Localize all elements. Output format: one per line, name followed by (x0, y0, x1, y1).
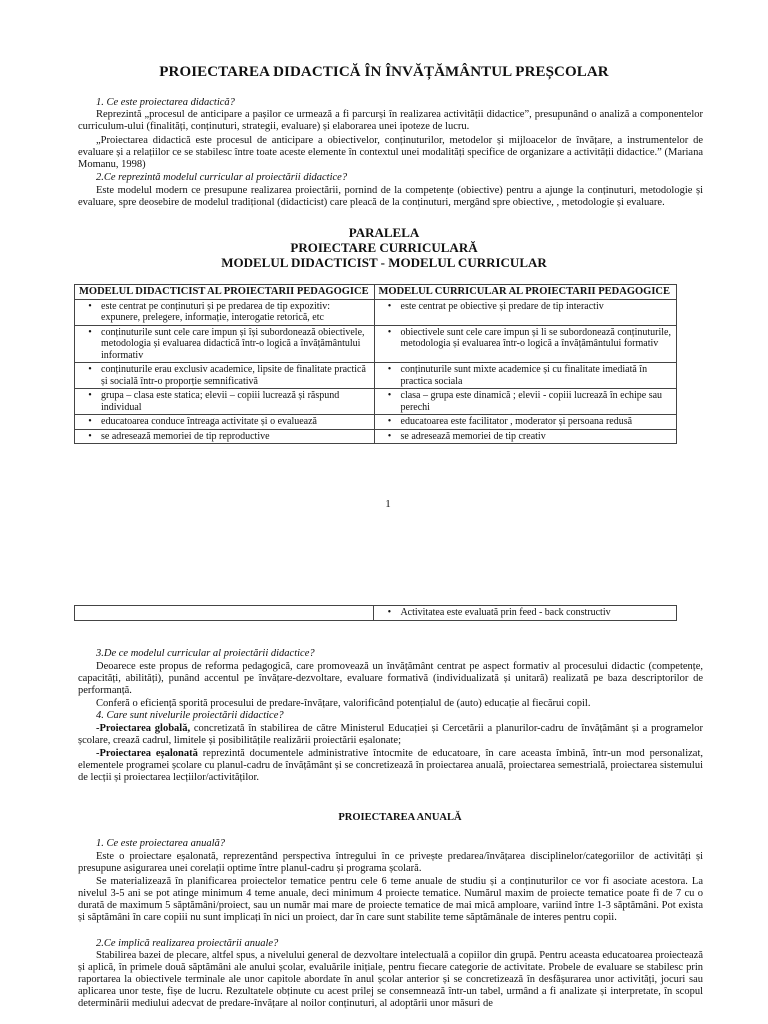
document-title: PROIECTAREA DIDACTICĂ ÎN ÎNVĂȚĂMÂNTUL PREȘCOLAR (159, 64, 609, 80)
bullet-icon: • (88, 390, 92, 401)
table-cell: • este centrat pe conținuturi și pe predarea de tip expozitiv: expunere, prelegere, informație, interogatie retorică, etc (75, 299, 375, 325)
question-6: 2.Ce implică realizarea proiectării anuale? (96, 938, 279, 949)
table-cell: • conținuturile erau exclusiv academice, lipsite de finalitate practică și socială într-o proporție semnificativă (75, 363, 375, 389)
bullet-icon: • (88, 300, 92, 312)
section-heading-proiectarea-anuala: PROIECTAREA ANUALĂ (338, 812, 462, 823)
proiectare-curriculara-heading: PROIECTARE CURRICULARĂ (290, 240, 478, 255)
comparison-table-continued (74, 605, 677, 621)
table-cell: • obiectivele sunt cele care impun și li se subordonează conținuturile, metodologia și evaluarea într-o logică a învățământului formativ (374, 325, 677, 363)
question-5: 1. Ce este proiectarea anuală? (96, 838, 225, 849)
question-4: 4. Care sunt nivelurile proiectării didactice? (96, 710, 284, 721)
table-cell (75, 606, 374, 621)
question-1: 1. Ce este proiectarea didactică? (96, 97, 235, 108)
table-header-didacticist: MODELUL DIDACTICIST AL PROIECTARII PEDAGOGICE (75, 285, 375, 300)
page-number: 1 (385, 498, 391, 510)
table-cell: • grupa – clasa este statica; elevii – copiii lucrează și răspund individual (75, 389, 375, 415)
paragraph-9: Se materializează în planificarea proiectelor tematice pentru cele 6 teme anuale de studiu și a conținuturilor ce vor fi asociate acestora. La nivelul 3-5 ani se pot atinge minimum 4 teme anuale, deci minimum 4 proiecte tematice. Numărul maxim de proiecte tematice poate fi de 7 cu o durată de maximum 5 săptămâni/proiect, sau un număr mai mare de proiecte tematice de mai mică amploare, variind între 1-3 săptămâni. Pot exista și săptămâni în care copiii nu sunt implicați în nici un proiect, dar în care sunt stabilite teme săptămânale de interes pentru copii. (78, 876, 703, 923)
table-row (75, 299, 677, 325)
table-cell: • clasa – grupa este dinamică ; elevii - copiii lucrează în echipe sau perechi (374, 389, 677, 415)
paragraph-3: Este modelul modern ce presupune realizarea proiectării, pornind de la competențe (obiective) pentru a ajunge la conținuturi, metodologie și evaluare, spre deosebire de modelul tradițional (didacticist) care pleacă de la conținuturi, mergând spre obiective, , metodologie și evaluare. (78, 185, 703, 208)
table-cell: • educatoarea conduce întreaga activitate și o evaluează (75, 415, 375, 430)
question-3: 3.De ce modelul curricular al proiectării didactice? (96, 648, 315, 659)
table-header-row (75, 285, 677, 300)
paragraph-8: Este o proiectare eșalonată, reprezentând perspectiva întregului în ce privește predarea/învățarea disciplinelor/categoriilor de activități și presupune asigurarea unei corelații optime între planul-cadru și programa școlară. (78, 851, 703, 874)
paragraph-4: Deoarece este propus de reforma pedagogică, care promovează un învățământ centrat pe aspect formativ al procesului didactic (competențe, capacități, abilități), punând accentul pe învățare-dezvoltare, evaluare formativă (individualizată și unitară) realizată pe baza descriptorilor de performanță. (78, 661, 703, 696)
paragraph-7: -Proiectarea eșalonată reprezintă documentele administrative întocmite de educatoare, în care aceasta îmbină, într-un mod personalizat, elementele programei școlare cu planul-cadru de învățământ și se concretizează în proiectarea anuală, proiectarea semestrială, proiectarea sistemului de lecții și proiectarea lecțiilor/activităților. (78, 748, 704, 783)
bullet-icon: • (387, 364, 392, 375)
bullet-icon: • (387, 300, 392, 312)
question-2: 2.Ce reprezintă modelul curricular al proiectării didactice? (96, 172, 348, 183)
table-cell: • Activitatea este evaluată prin feed - back constructiv (374, 606, 677, 621)
table-header-curricular: MODELUL CURRICULAR AL PROIECTARII PEDAGOGICE (374, 285, 677, 300)
table-row (75, 363, 677, 389)
table-row (75, 429, 677, 444)
table-row (75, 606, 677, 621)
bullet-icon: • (88, 416, 92, 427)
table-row (75, 415, 677, 430)
table-cell: • este centrat pe obiective și predare de tip interactiv (374, 299, 677, 325)
table-cell: • conținuturile sunt mixte academice și cu finalitate imediată în practica sociala (374, 363, 677, 389)
paralela-heading: PARALELA (348, 225, 420, 240)
table-cell: • conținuturile sunt cele care impun și își subordonează obiectivele, metodologia și evaluarea didactică într-o logică a învățământului informativ (75, 325, 375, 363)
bullet-icon: • (88, 326, 92, 338)
table-cell: • se adresează memoriei de tip creativ (374, 429, 677, 444)
table-cell: • se adresează memoriei de tip reproductive (75, 429, 375, 444)
bullet-icon: • (387, 390, 392, 401)
bullet-icon: • (387, 607, 392, 618)
paragraph-6: -Proiectarea globală, concretizată în stabilirea de către Ministerul Educației și Cercetării a planurilor-cadru de învățământ și a programelor școlare, crează cadrul, limitele și posibilitățile realizării proiectării eșalonate; (78, 723, 703, 746)
comparison-table (74, 284, 677, 444)
models-heading: MODELUL DIDACTICIST - MODELUL CURRICULAR (221, 255, 547, 270)
bullet-icon: • (88, 364, 92, 375)
paragraph-2: „Proiectarea didactică este procesul de anticipare a obiectivelor, conținuturilor, metodelor și mijloacelor de învățare, a instrumentelor de evaluare și a relațiilor ce se stabilesc între toate aceste elemente în contextul unei modalități specifice de organizare a activității didactice.” (Mariana Momanu, 1998) (78, 135, 703, 170)
paragraph-5: Conferă o eficiență sporită procesului de predare-învățare, valorificând potențialul de (auto) educație al fiecărui copil. (96, 698, 591, 709)
bullet-icon: • (88, 430, 92, 442)
bullet-icon: • (387, 430, 392, 442)
table-cell: • educatoarea este facilitator , moderator și persoana redusă (374, 415, 677, 430)
bullet-icon: • (387, 326, 392, 338)
paragraph-10: Stabilirea bazei de plecare, altfel spus, a nivelului general de dezvoltare intelectuală a copiilor din grupă. Pentru aceasta educatoarea proiectează și aplică, în primele două săptămâni ale anului școlar, evaluările inițiale, pentru fiecare categorie de activitate. Probele de evaluare se stabilesc prin raportarea la obiectivele terminale ale unor capitole abordate în anul școlar anterior și se concretizează în desfășurarea unor activități, jocuri sau aplicarea unor teste, fișe de lucru. Rezultatele obținute cu acest prilej se consemnează într-un tabel, urmând a fi analizate și interpretate, în scopul determinării mediului adecvat de predare-învățare al noilor conținuturi, al adoptării unor măsuri de (78, 950, 703, 1009)
paragraph-1: Reprezintă „procesul de anticipare a pașilor ce urmează a fi parcurși în realizarea activității didactice”, presupunând o analiză a componentelor curriculum-ului (finalități, conținuturi, strategii, evaluare) și elaborarea unei ipoteze de lucru. (78, 109, 703, 132)
table-row (75, 325, 677, 363)
table-row (75, 389, 677, 415)
bullet-icon: • (387, 416, 392, 427)
